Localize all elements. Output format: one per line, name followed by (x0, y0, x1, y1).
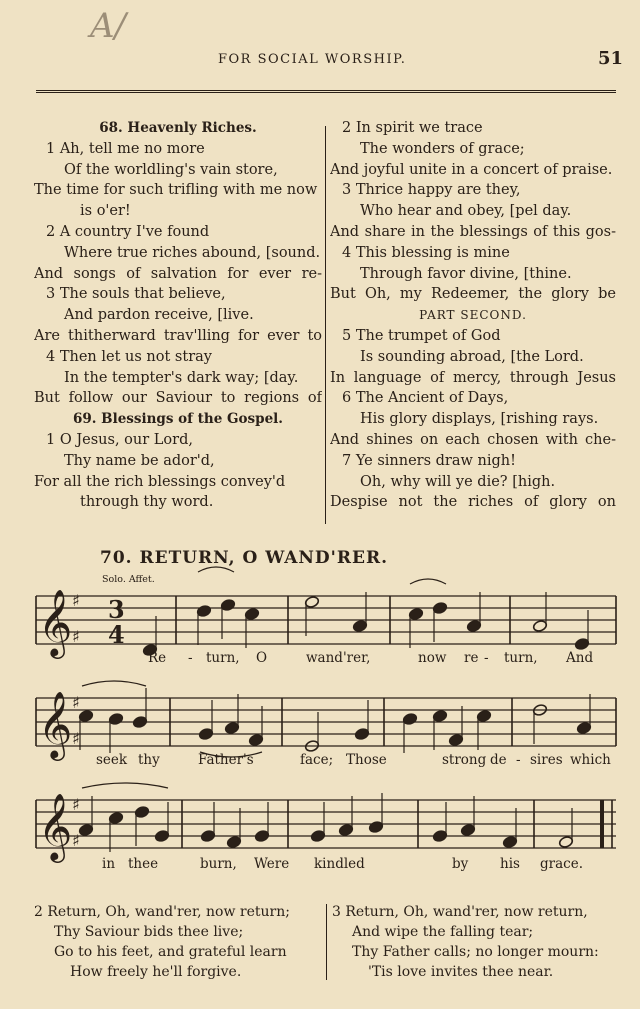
verse-line: But Oh, my Redeemer, the glory be (330, 286, 616, 303)
note-head (78, 823, 93, 836)
note-head (78, 709, 93, 722)
marginal-scribble: A/ (90, 6, 127, 46)
verse-line: 1 O Jesus, our Lord, (46, 431, 193, 448)
verse-line: 3 The souls that believe, (46, 286, 226, 303)
verse-line: Are thitherward trav'lling for ever to (34, 327, 322, 344)
lyric-syllable: thy (138, 752, 160, 768)
lyric-syllable: his (500, 856, 520, 872)
verse-line: Who hear and obey, [pel day. (360, 203, 572, 220)
lyric-syllable: in (102, 856, 116, 872)
verse-line: Thy Father calls; no longer mourn: (352, 944, 599, 960)
verse-line: through thy word. (80, 494, 214, 511)
note-head (154, 829, 169, 842)
verse-line: 5 The trumpet of God (342, 327, 501, 344)
verse-line: Go to his feet, and grateful learn (54, 944, 287, 960)
note-head (460, 823, 475, 836)
note-head (408, 607, 423, 620)
hymn-heading: 69. Blessings of the Gospel. (72, 411, 284, 428)
note-head (574, 637, 589, 650)
verse-line: And joyful unite in a concert of praise. (330, 161, 613, 178)
note-head (198, 727, 213, 740)
verse-line: 3 Return, Oh, wand'rer, now return, (332, 904, 588, 920)
treble-clef-icon: 𝄞 (38, 792, 73, 860)
verse-line: And shines on each chosen with che- (330, 431, 616, 448)
slur (198, 567, 234, 572)
verse-line: 4 Then let us not stray (46, 348, 212, 365)
verse-line: 7 Ye sinners draw nigh! (342, 452, 516, 469)
lyric-syllable: by (452, 856, 469, 872)
treble-clef-icon: 𝄞 (38, 588, 73, 656)
note-head (432, 829, 447, 842)
note-head (132, 715, 147, 728)
note-head (432, 601, 447, 614)
slur (82, 783, 168, 788)
note-head (532, 619, 547, 632)
verse-line: Where true riches abound, [sound. (64, 244, 321, 261)
verse-line: The wonders of grace; (360, 140, 525, 157)
verse-line: Thy name be ador'd, (64, 452, 215, 469)
sharp-icon: ♯ (72, 795, 80, 814)
slur (410, 579, 446, 584)
lyric-syllable: Those (346, 752, 387, 768)
lyric-syllable: thee (128, 856, 159, 872)
note-head (466, 619, 481, 632)
note-head (220, 598, 235, 611)
verse-line: How freely he'll forgive. (70, 964, 242, 980)
treble-clef-icon: 𝄞 (38, 690, 73, 758)
lyric-syllable: strong (442, 752, 487, 768)
time-signature-top: 3 (108, 595, 125, 624)
verse-line: And wipe the falling tear; (352, 924, 534, 940)
verse-line: Of the worldling's vain store, (64, 161, 278, 178)
verse-line: 2 A country I've found (46, 223, 210, 240)
note-head (310, 829, 325, 842)
verse-line: 2 Return, Oh, wand'rer, now return; (34, 904, 290, 920)
verse-line: And share in the blessings of this gos- (330, 223, 616, 240)
lyric-syllable: now (418, 650, 447, 666)
note-head (244, 607, 259, 620)
note-head (558, 835, 573, 848)
note-head (248, 733, 263, 746)
lyric-syllable: wand'rer, (306, 650, 371, 666)
note-head (108, 712, 123, 725)
lyric-syllable: Father's (198, 752, 254, 768)
tempo-marking: Solo. Affet. (102, 574, 155, 585)
lyric-syllable: which (570, 752, 611, 768)
verse-line: For all the rich blessings convey'd (34, 473, 286, 490)
running-title: FOR SOCIAL WORSHIP. (218, 52, 407, 67)
sharp-icon: ♯ (72, 627, 80, 646)
lyric-syllable: turn, (206, 650, 240, 666)
part-heading: PART SECOND. (419, 308, 527, 323)
note-head (432, 709, 447, 722)
slur (82, 681, 146, 686)
verse-line: The time for such trifling with me now (34, 182, 318, 199)
note-head (368, 820, 383, 833)
verses-left (34, 902, 326, 982)
time-signature-bottom: 4 (108, 620, 125, 649)
verse-line: In the tempter's dark way; [day. (64, 369, 299, 386)
hymn-heading: 68. Heavenly Riches. (99, 120, 257, 136)
note-head (576, 721, 591, 734)
lyric-syllable: sires (530, 752, 563, 768)
verse-line: 4 This blessing is mine (342, 244, 510, 261)
verse-line: In language of mercy, through Jesus (330, 369, 616, 386)
lyric-syllable: O (256, 650, 268, 666)
note-head (108, 811, 123, 824)
verse-line: Is sounding abroad, [the Lord. (360, 348, 584, 365)
note-head (476, 709, 491, 722)
sharp-icon: ♯ (72, 729, 80, 748)
verse-line: And songs of salvation for ever re- (34, 265, 322, 282)
sharp-icon: ♯ (72, 591, 80, 610)
lyric-syllable: - (484, 650, 489, 666)
note-head (134, 805, 149, 818)
verse-line: Thy Saviour bids thee live; (54, 924, 244, 940)
sharp-icon: ♯ (72, 693, 80, 712)
lyric-syllable: face; (300, 752, 334, 768)
lyric-syllable: - (188, 650, 193, 666)
lyric-syllable: turn, (504, 650, 538, 666)
note-head (200, 829, 215, 842)
note-head (352, 619, 367, 632)
sharp-icon: ♯ (72, 831, 80, 850)
verse-line: 1 Ah, tell me no more (46, 140, 205, 157)
verse-line: is o'er! (80, 203, 131, 220)
verse-line: But follow our Saviour to regions of (34, 390, 322, 407)
note-head (354, 727, 369, 740)
lyric-syllable: - (516, 752, 521, 768)
note-head (254, 829, 269, 842)
lyric-syllable: seek (96, 752, 128, 768)
verse-line: 2 In spirit we trace (342, 120, 483, 136)
lyric-syllable: re (464, 650, 479, 666)
note-head (226, 835, 241, 848)
verses-right (332, 902, 622, 982)
page-number: 51 (598, 48, 624, 69)
lyric-syllable: Were (254, 856, 290, 872)
lyric-syllable: grace. (540, 856, 583, 872)
verse-line: Oh, why will ye die? [high. (360, 473, 556, 490)
verse-line: 3 Thrice happy are they, (342, 182, 521, 199)
verse-line: 6 The Ancient of Days, (342, 390, 509, 407)
note-head (502, 835, 517, 848)
note-head (304, 595, 319, 608)
verse-line: His glory displays, [rishing rays. (360, 411, 599, 428)
verse-line: And pardon receive, [live. (64, 307, 254, 324)
note-head (338, 823, 353, 836)
lyric-syllable: de (490, 752, 507, 768)
verse-line: Despise not the riches of glory on (330, 494, 616, 511)
song-title: 70. RETURN, O WAND'RER. (100, 548, 389, 568)
final-bar-thick (600, 800, 604, 848)
verses-divider (326, 904, 327, 980)
note-head (224, 721, 239, 734)
note-head (402, 712, 417, 725)
lyric-syllable: burn, (200, 856, 237, 872)
lyric-syllable: Re (148, 650, 167, 666)
lyric-syllable: kindled (314, 856, 365, 872)
note-head (196, 604, 211, 617)
note-head (448, 733, 463, 746)
lyric-syllable: And (566, 650, 594, 666)
verse-line: Through favor divine, [thine. (360, 265, 572, 282)
verse-line: 'Tis love invites thee near. (368, 964, 554, 980)
